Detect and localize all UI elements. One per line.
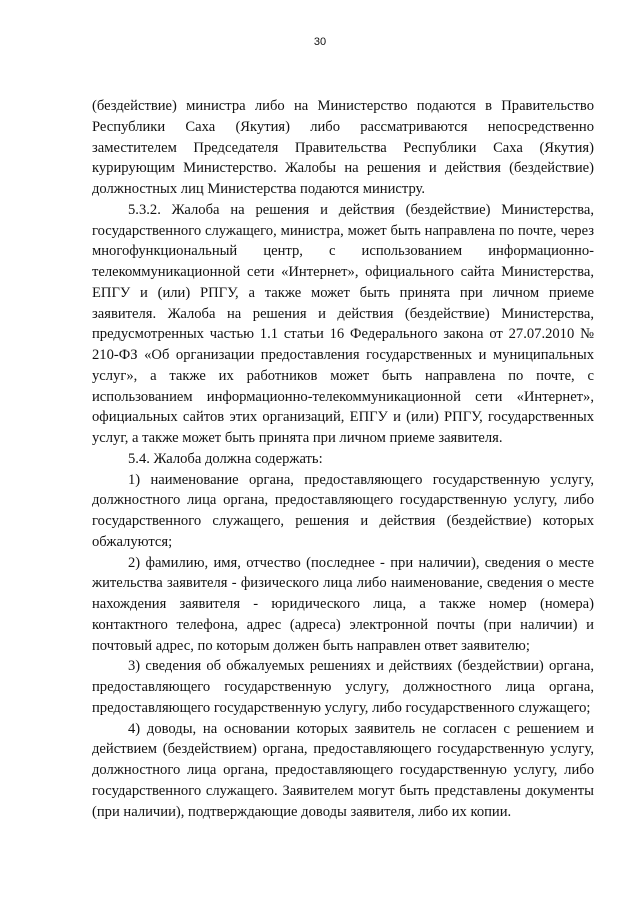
list-item-3: 3) сведения об обжалуемых решениях и действиях (бездействии) органа, предоставляющего государственную услугу, должностного лица органа, предоставляющего государственную услугу, либо государственного служащего; [92, 658, 594, 716]
page-number: 30 [313, 36, 327, 48]
list-item-4: 4) доводы, на основании которых заявитель не согласен с решением и действием (бездействием) органа, предоставляющего государственную услугу, должностного лица органа, предоставляющего государственную услугу, либо государственного служащего. Заявителем могут быть представлены документы (при наличии), подтверждающие доводы заявителя, либо их копии. [92, 720, 594, 820]
document-body [92, 96, 594, 822]
paragraph-5-3-2: 5.3.2. Жалоба на решения и действия (бездействие) Министерства, государственного служащего, министра, может быть направлена по почте, через многофункциональный центр, с использованием информационно-телекоммуникационной сети «Интернет», официального сайта Министерства, ЕПГУ и (или) РПГУ, а также может быть принята при личном приеме заявителя. Жалоба на решения и действия (бездействие) Министерства, предусмотренных частью 1.1 статьи 16 Федерального закона от 27.07.2010 № 210-ФЗ «Об организации предоставления государственных и муниципальных услуг», а также их работников может быть направлена по почте, с использованием информационно-телекоммуникационной сети «Интернет», официальных сайтов этих организаций, ЕПГУ и (или) РПГУ, государственных услуг, а также может быть принята при личном приеме заявителя. [92, 201, 594, 446]
paragraph-5-4: 5.4. Жалоба должна содержать: [128, 450, 323, 467]
list-item-2: 2) фамилию, имя, отчество (последнее - при наличии), сведения о месте жительства заявителя - физического лица либо наименование, сведения о месте нахождения заявителя - юридического лица, а также номер (номера) контактного телефона, адрес (адреса) электронной почты (при наличии) и почтовый адрес, по которым должен быть направлен ответ заявителю; [92, 554, 594, 654]
list-item-1: 1) наименование органа, предоставляющего государственную услугу, должностного лица органа, предоставляющего государственную услугу, либо государственного служащего, решения и действия (бездействие) которых обжалуются; [92, 471, 594, 550]
paragraph-1: (бездействие) министра либо на Министерство подаются в Правительство Республики Саха (Якутия) либо рассматриваются непосредственно заместителем Председателя Правительства Республики Саха (Якутия) курирующим Министерство. Жалобы на решения и действия (бездействие) должностных лиц Министерства подаются министру. [92, 98, 594, 197]
